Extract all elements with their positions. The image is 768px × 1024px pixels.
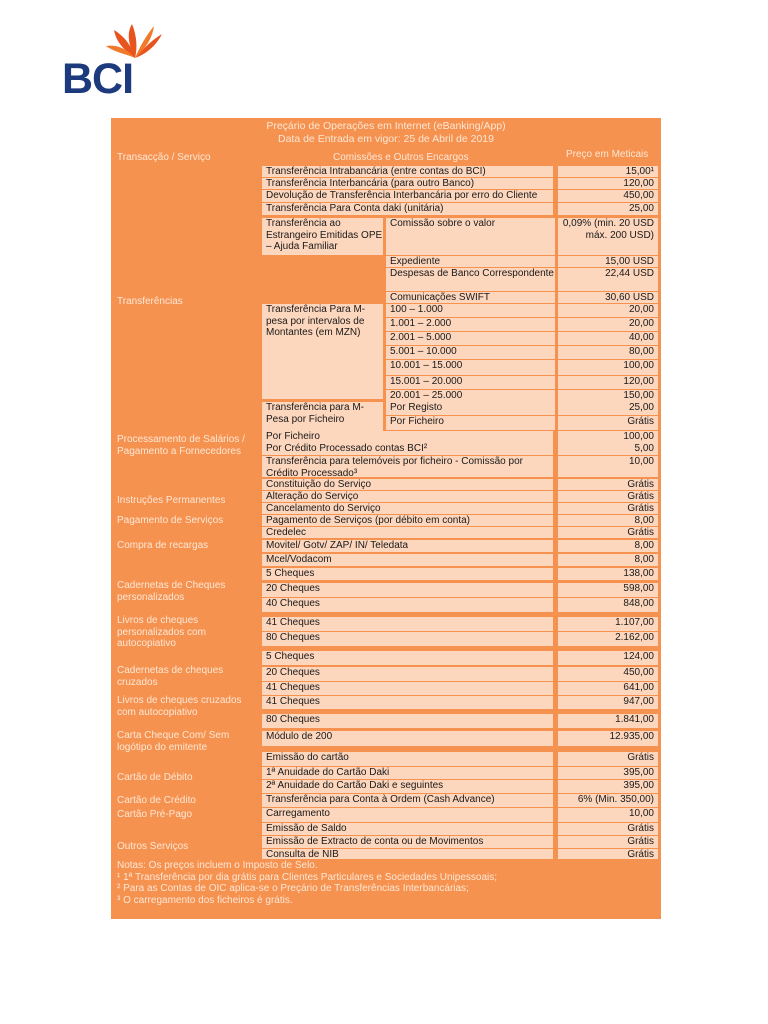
row-description: Por Crédito Processado contas BCI² xyxy=(262,443,553,455)
row-description: 20 Cheques xyxy=(262,583,553,597)
row-description: Carregamento xyxy=(262,808,553,822)
row-description: 40 Cheques xyxy=(262,598,553,612)
row-price: 2.162,00 xyxy=(558,632,658,646)
row-price: 10,00 xyxy=(558,456,658,477)
row-description: Transferência para M-Pesa por Ficheiro xyxy=(262,402,383,431)
row-price: 15,00¹ xyxy=(558,166,658,177)
row-price: 395,00 xyxy=(558,780,658,793)
row-price: 6% (Min. 350,00) xyxy=(558,794,658,807)
row-description: 5 Cheques xyxy=(262,651,553,665)
title-line-1: Preçário de Operações em Internet (eBanking/App) xyxy=(266,120,506,132)
logo-text: BCI xyxy=(62,55,134,103)
row-price: 8,00 xyxy=(558,554,658,566)
row-price: 450,00 xyxy=(558,667,658,681)
row-description: 80 Cheques xyxy=(262,714,553,728)
row-description: Despesas de Banco Correspondente xyxy=(386,268,555,291)
row-description: 1ª Anuidade do Cartão Daki xyxy=(262,767,553,779)
row-price: 20,00 xyxy=(558,304,658,317)
row-price: Grátis xyxy=(558,823,658,835)
row-description: 15.001 – 20.000 xyxy=(386,376,555,389)
section-label: Cadernetas de cheques cruzados xyxy=(117,665,224,688)
section-label: Livros de cheques cruzados com autocopiativo xyxy=(117,695,242,718)
row-description: Cancelamento do Serviço xyxy=(262,503,553,514)
row-price: 1.841,00 xyxy=(558,714,658,728)
row-price: 30,60 USD xyxy=(558,292,658,303)
row-description: 5 Cheques xyxy=(262,568,553,580)
note-line: ² Para as Contas de OIC aplica-se o Preçário de Transferências Interbancárias; xyxy=(117,883,469,894)
row-description: 41 Cheques xyxy=(262,617,553,631)
row-price: 848,00 xyxy=(558,598,658,612)
note-line: ¹ 1ª Transferência por dia grátis para Clientes Particulares e Sociedades Unipessoais; xyxy=(117,871,498,883)
section-label: Cartão de Crédito xyxy=(117,795,196,806)
row-price: Grátis xyxy=(558,503,658,514)
row-price: 598,00 xyxy=(558,583,658,597)
row-description: Constituição do Serviço xyxy=(262,479,553,490)
section-label: Processamento de Salários / Pagamento a Fornecedores xyxy=(117,434,245,457)
section-label: Livros de cheques personalizados com autocopiativo xyxy=(117,615,206,649)
section-label: Pagamento de Serviços xyxy=(117,515,224,526)
row-description: Por Ficheiro xyxy=(262,431,553,443)
row-price: 1.107,00 xyxy=(558,617,658,631)
row-description: Comunicações SWIFT xyxy=(386,292,555,303)
row-price: Grátis xyxy=(558,849,658,859)
bci-logo xyxy=(62,22,172,102)
row-price: 100,00 xyxy=(558,431,658,443)
section-label: Carta Cheque Com/ Sem logótipo do emitente xyxy=(117,730,230,753)
row-price: 138,00 xyxy=(558,568,658,580)
row-description: 5.001 – 10.000 xyxy=(386,346,555,359)
row-price: 150,00 xyxy=(558,390,658,403)
row-price: 8,00 xyxy=(558,515,658,526)
price-table xyxy=(111,118,661,919)
row-price: 641,00 xyxy=(558,682,658,695)
section-label: Cartão Pré-Pago xyxy=(117,809,193,820)
row-description: 20 Cheques xyxy=(262,667,553,681)
row-price: Grátis xyxy=(558,491,658,502)
row-price: 10,00 xyxy=(558,808,658,822)
row-price: 395,00 xyxy=(558,767,658,779)
table-title xyxy=(111,118,661,148)
row-description: Por Registo xyxy=(386,402,555,415)
row-price: 25,00 xyxy=(558,203,658,215)
row-description: Expediente xyxy=(386,256,555,267)
row-description: 41 Cheques xyxy=(262,696,553,709)
row-price: Grátis xyxy=(558,416,658,430)
row-description: Módulo de 200 xyxy=(262,731,553,746)
row-description: Pagamento de Serviços (por débito em conta) xyxy=(262,515,553,526)
row-description: Transferência Intrabancária (entre contas do BCI) xyxy=(262,166,553,177)
row-price: Grátis xyxy=(558,479,658,490)
row-price: 5,00 xyxy=(558,443,658,455)
column-header-price: Preço em Meticais xyxy=(566,149,649,160)
row-description: 2ª Anuidade do Cartão Daki e seguintes xyxy=(262,780,553,793)
section-label: Compra de recargas xyxy=(117,540,209,551)
row-price: 20,00 xyxy=(558,318,658,331)
row-price: 15,00 USD xyxy=(558,256,658,267)
row-description: Movitel/ Gotv/ ZAP/ IN/ Teledata xyxy=(262,540,553,552)
notes xyxy=(117,860,647,906)
note-line: Notas: Os preços incluem o Imposto de Selo. xyxy=(117,860,318,871)
column-header-commissions: Comissões e Outros Encargos xyxy=(333,152,469,163)
note-line: ³ O carregamento dos ficheiros é grátis. xyxy=(117,894,293,906)
section-label: Outros Serviços xyxy=(117,841,189,852)
row-price: 0,09% (min. 20 USD máx. 200 USD) xyxy=(558,218,658,255)
row-description: Emissão de Extracto de conta ou de Movimentos xyxy=(262,836,553,848)
section-label: Cartão de Débito xyxy=(117,772,193,783)
row-description: Emissão de Saldo xyxy=(262,823,553,835)
row-description: 2.001 – 5.000 xyxy=(386,332,555,345)
row-description: 1.001 – 2.000 xyxy=(386,318,555,331)
row-description: Emissão do cartão xyxy=(262,752,553,766)
row-description: Transferência Interbancária (para outro Banco) xyxy=(262,178,553,189)
row-description: Credelec xyxy=(262,527,553,538)
row-description: Transferência Para Conta daki (unitária) xyxy=(262,203,553,215)
row-description: Devolução de Transferência Interbancária por erro do Cliente xyxy=(262,190,553,202)
row-description: Consulta de NIB xyxy=(262,849,553,859)
row-price: 40,00 xyxy=(558,332,658,345)
row-description: Comissão sobre o valor xyxy=(386,218,555,255)
column-header-service: Transacção / Serviço xyxy=(117,152,211,163)
row-price: 25,00 xyxy=(558,402,658,415)
row-description: Transferência ao Estrangeiro Emitidas OPE – Ajuda Familiar xyxy=(262,218,383,255)
row-description: Mcel/Vodacom xyxy=(262,554,553,566)
row-price: 120,00 xyxy=(558,178,658,189)
row-price: 22,44 USD xyxy=(558,268,658,291)
row-description: 20.001 – 25.000 xyxy=(386,390,555,403)
row-description: 10.001 – 15.000 xyxy=(386,360,555,375)
row-price: 120,00 xyxy=(558,376,658,389)
row-description: Por Ficheiro xyxy=(386,416,555,430)
row-price: 80,00 xyxy=(558,346,658,359)
row-price: Grátis xyxy=(558,836,658,848)
section-label: Cadernetas de Cheques personalizados xyxy=(117,580,226,603)
row-price: 8,00 xyxy=(558,540,658,552)
row-price: Grátis xyxy=(558,752,658,766)
row-price: 450,00 xyxy=(558,190,658,202)
row-description: Transferência Para M-pesa por intervalos de Montantes (em MZN) xyxy=(262,304,383,399)
row-description: 100 – 1.000 xyxy=(386,304,555,317)
row-price: 124,00 xyxy=(558,651,658,665)
row-price: 947,00 xyxy=(558,696,658,709)
section-label: Instruções Permanentes xyxy=(117,495,226,506)
row-price: Grátis xyxy=(558,527,658,538)
row-description: 80 Cheques xyxy=(262,632,553,646)
row-price: 100,00 xyxy=(558,360,658,375)
row-price: 12.935,00 xyxy=(558,731,658,746)
row-description: Transferência para telemóveis por ficheiro - Comissão por Crédito Processado³ xyxy=(262,456,553,477)
row-description: 41 Cheques xyxy=(262,682,553,695)
title-line-2: Data de Entrada em vigor: 25 de Abril de 2019 xyxy=(278,133,494,145)
row-description: Transferência para Conta à Ordem (Cash Advance) xyxy=(262,794,553,807)
section-label: Transferências xyxy=(117,296,183,307)
row-description: Alteração do Serviço xyxy=(262,491,553,502)
